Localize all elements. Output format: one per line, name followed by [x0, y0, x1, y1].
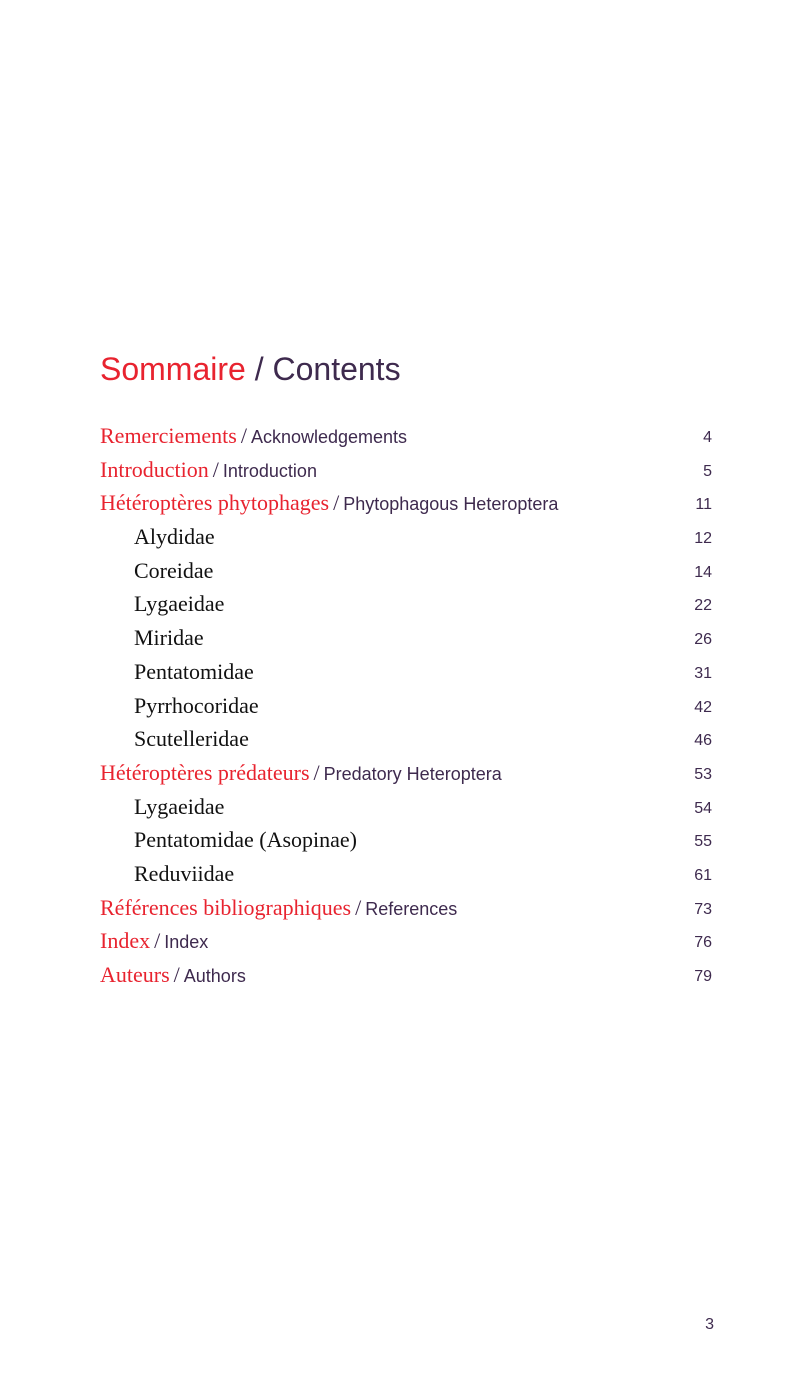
toc-subentry-title: Scutelleridae [134, 726, 249, 752]
toc-entry-title-fr: Hétéroptères prédateurs [100, 759, 310, 785]
toc-entry-page: 76 [694, 934, 712, 952]
toc-entry-page: 73 [694, 900, 712, 918]
toc-entry-separator: / [212, 456, 219, 482]
toc-entry-page: 31 [694, 664, 712, 682]
toc-entry-index[interactable] [100, 924, 712, 958]
toc-subentry-title: Pyrrhocoridae [134, 692, 259, 718]
toc-entry-page: 11 [695, 496, 712, 514]
toc-entry-page: 42 [694, 698, 712, 716]
toc-entry-page: 53 [694, 765, 712, 783]
toc-subentry-title: Pentatomidae [134, 658, 254, 684]
toc-entry-phytophagous-heteroptera[interactable] [100, 486, 712, 520]
toc-subentry-title: Miridae [134, 625, 204, 651]
toc-entry-predatory-heteroptera[interactable] [100, 756, 712, 790]
toc-entry-separator: / [154, 928, 161, 954]
page-title [100, 349, 401, 389]
toc-entry-references[interactable] [100, 891, 712, 925]
toc-subentry-pentatomidae[interactable] [100, 655, 712, 689]
toc-entry-title-fr: Références bibliographiques [100, 894, 352, 920]
toc-subentry-lygaeidae-predatory[interactable] [100, 790, 712, 824]
toc-subentry-title: Lygaeidae [134, 793, 225, 819]
toc-entry-separator: / [240, 423, 247, 448]
toc-entry-page: 5 [703, 462, 712, 480]
toc-subentry-pyrrhocoridae[interactable] [100, 689, 712, 723]
toc-subentry-pentatomidae-asopinae[interactable] [100, 823, 712, 857]
toc-entry-title-en: Introduction [222, 460, 317, 481]
toc-subentry-coreidae[interactable] [100, 554, 712, 588]
page-number: 3 [705, 1316, 714, 1333]
toc-entry-page: 22 [694, 597, 712, 615]
toc-entry-title-en: References [365, 898, 458, 919]
title-english: Contents [272, 351, 401, 387]
toc-entry-title-en: Index [164, 932, 209, 953]
toc-entry-page: 54 [694, 799, 712, 817]
toc-entry-page: 14 [694, 563, 712, 581]
title-french: Sommaire [100, 351, 246, 387]
toc-entry-title-fr: Hétéroptères phytophages [100, 490, 330, 516]
toc-entry-page: 46 [694, 732, 712, 750]
toc-entry-introduction[interactable] [100, 453, 712, 487]
toc-subentry-title: Pentatomidae (Asopinae) [134, 827, 357, 853]
toc-entry-separator: / [173, 962, 180, 987]
toc-entry-title-fr: Auteurs [100, 962, 170, 987]
toc-subentry-scutelleridae[interactable] [100, 722, 712, 756]
toc-subentry-reduviidae[interactable] [100, 857, 712, 891]
toc-entry-acknowledgements[interactable] [100, 419, 712, 453]
title-separator: / [254, 351, 264, 387]
table-of-contents [100, 419, 712, 992]
toc-subentry-title: Coreidae [134, 557, 214, 583]
toc-subentry-title: Alydidae [134, 524, 215, 550]
toc-entry-title-en: Phytophagous Heteroptera [343, 494, 559, 515]
toc-entry-page: 79 [694, 968, 712, 985]
toc-entry-title-en: Authors [183, 966, 246, 986]
toc-entry-page: 55 [694, 833, 712, 851]
toc-subentry-title: Reduviidae [134, 860, 235, 886]
toc-entry-separator: / [333, 490, 340, 516]
toc-entry-separator: / [355, 894, 362, 920]
toc-entry-title-fr: Remerciements [100, 423, 237, 448]
toc-subentry-miridae[interactable] [100, 621, 712, 655]
toc-entry-title-fr: Introduction [100, 456, 209, 482]
toc-entry-page: 61 [694, 866, 712, 884]
toc-subentry-title: Lygaeidae [134, 591, 225, 617]
toc-entry-page: 4 [703, 429, 712, 446]
toc-entry-title-en: Acknowledgements [250, 427, 408, 447]
toc-subentry-lygaeidae[interactable] [100, 587, 712, 621]
toc-entry-separator: / [313, 759, 320, 785]
toc-entry-page: 26 [694, 631, 712, 649]
toc-entry-page: 12 [694, 530, 712, 548]
toc-entry-authors[interactable] [100, 958, 712, 992]
toc-entry-title-fr: Index [100, 928, 151, 954]
toc-subentry-alydidae[interactable] [100, 520, 712, 554]
toc-entry-title-en: Predatory Heteroptera [323, 763, 502, 784]
